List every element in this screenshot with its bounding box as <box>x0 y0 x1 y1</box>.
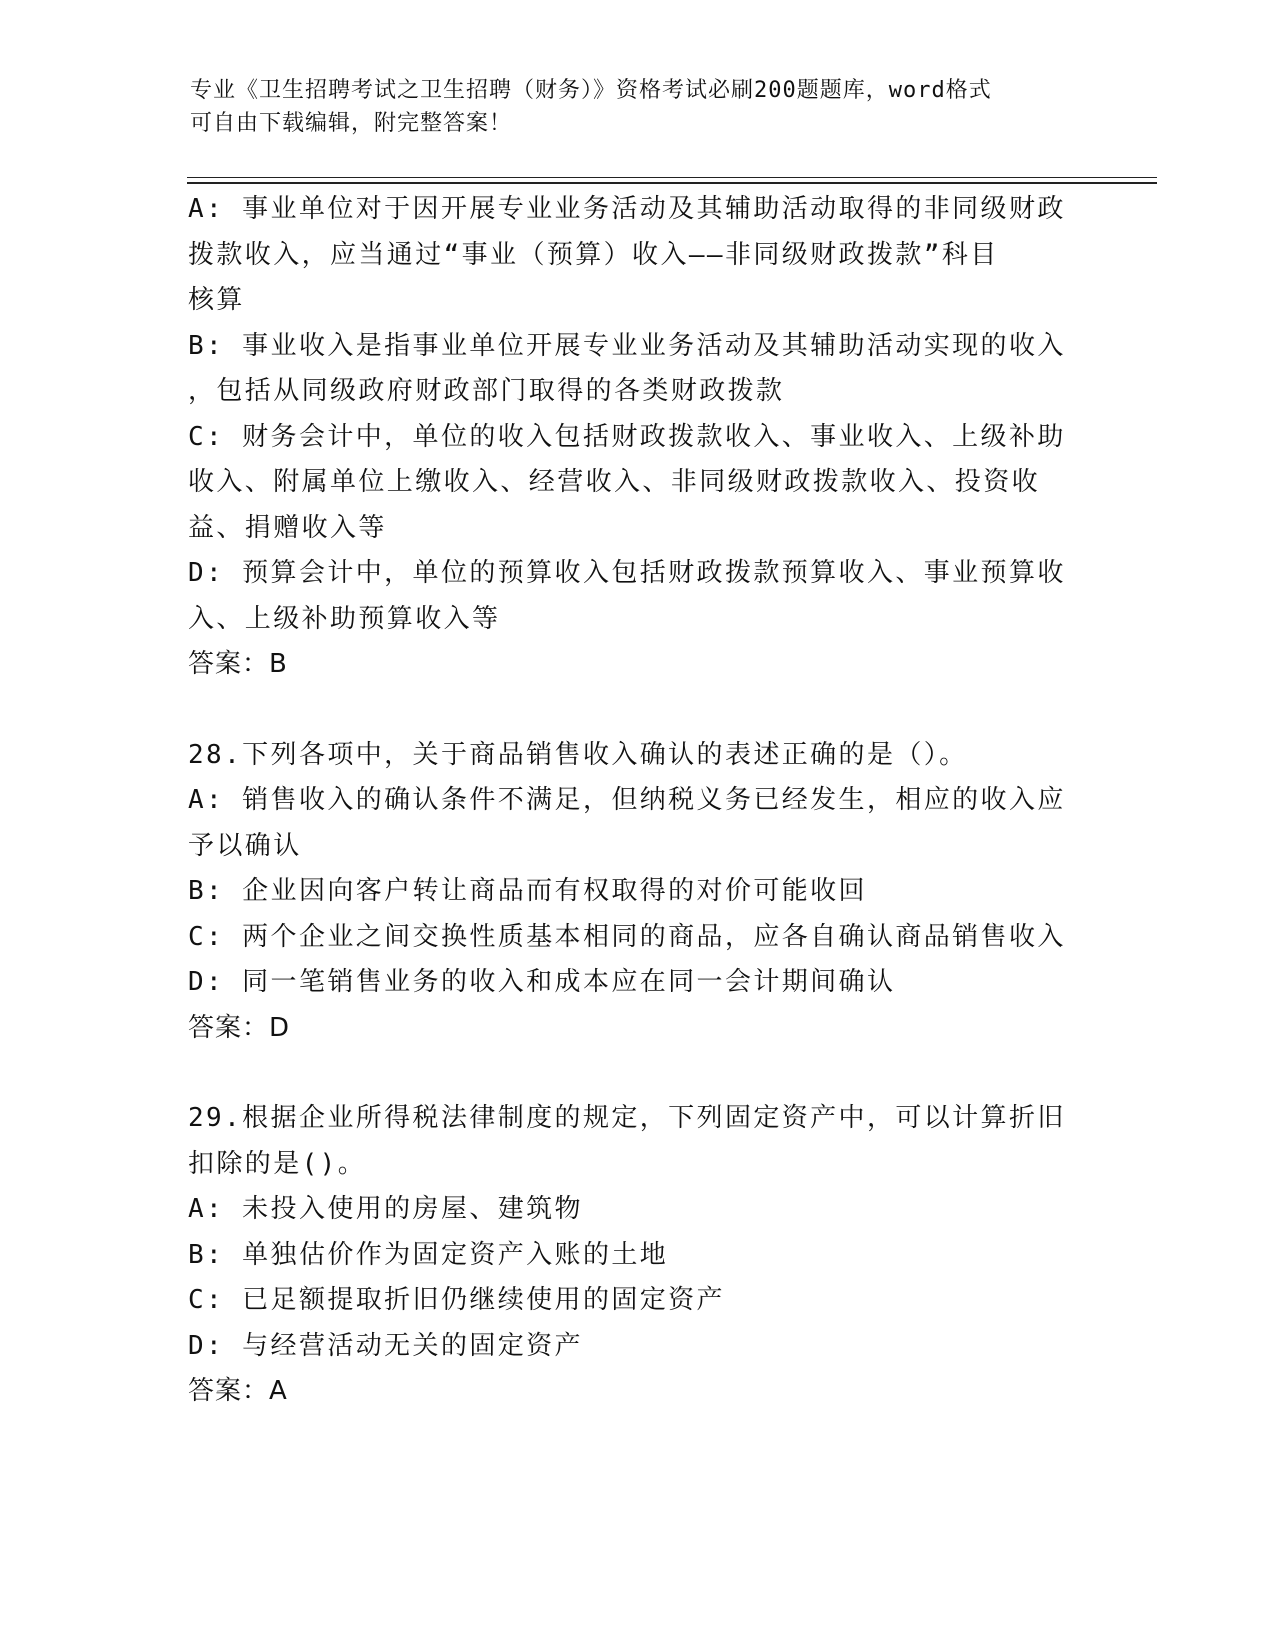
option-c <box>188 415 1088 552</box>
header-line-1: 专业《卫生招聘考试之卫生招聘（财务）》资格考试必刷200题题库，word格式 <box>190 78 992 103</box>
option-d <box>188 551 1088 642</box>
question-spacer <box>188 1051 1088 1096</box>
option-text-line: A: 事业单位对于因开展专业业务活动及其辅助活动取得的非同级财政 <box>188 194 1066 224</box>
answer-label: 答案：B <box>188 649 288 679</box>
option-text-line: 拨款收入，应当通过“事业（预算）收入——非同级财政拨款”科目 <box>188 239 999 270</box>
option-a <box>188 778 1088 869</box>
option-d: D: 与经营活动无关的固定资产 <box>188 1330 583 1361</box>
question-27 <box>188 187 1088 688</box>
question-text <box>188 1096 1088 1187</box>
option-a <box>188 187 1088 324</box>
question-text: 28.下列各项中，关于商品销售收入确认的表述正确的是（）。 <box>188 739 968 770</box>
option-text-line: D: 预算会计中，单位的预算收入包括财政拨款预算收入、事业预算收 <box>188 558 1066 588</box>
option-text-line: 予以确认 <box>188 830 302 861</box>
question-28 <box>188 733 1088 1052</box>
question-29 <box>188 1096 1088 1415</box>
question-text-line: 扣除的是()。 <box>188 1148 367 1179</box>
option-b: B: 企业因向客户转让商品而有权取得的对价可能收回 <box>188 876 867 906</box>
option-text-line: A: 销售收入的确认条件不满足，但纳税义务已经发生，相应的收入应 <box>188 785 1066 815</box>
option-text-line: 收入、附属单位上缴收入、经营收入、非同级财政拨款收入、投资收 <box>188 467 1041 497</box>
option-text-line: 核算 <box>188 285 245 315</box>
header-divider-thin <box>187 177 1157 178</box>
option-c: C: 已足额提取折旧仍继续使用的固定资产 <box>188 1285 725 1315</box>
option-b <box>188 324 1088 415</box>
header-divider-thick <box>187 182 1157 184</box>
option-text-line: B: 事业收入是指事业单位开展专业业务活动及其辅助活动实现的收入 <box>188 330 1066 361</box>
option-c: C: 两个企业之间交换性质基本相同的商品，应各自确认商品销售收入 <box>188 921 1066 952</box>
question-text-line: 29.根据企业所得税法律制度的规定，下列固定资产中，可以计算折旧 <box>188 1103 1066 1133</box>
option-text-line: 益、捐赠收入等 <box>188 512 387 543</box>
questions-body <box>188 187 1088 1415</box>
question-spacer <box>188 688 1088 733</box>
page-header <box>190 74 1090 140</box>
option-d: D: 同一笔销售业务的收入和成本应在同一会计期间确认 <box>188 967 896 997</box>
answer-label: 答案：D <box>188 1012 291 1043</box>
option-text-line: 入、上级补助预算收入等 <box>188 603 501 634</box>
answer-label: 答案：A <box>188 1376 288 1406</box>
option-b: B: 单独估价作为固定资产入账的土地 <box>188 1239 669 1270</box>
option-text-line: C: 财务会计中，单位的收入包括财政拨款收入、事业收入、上级补助 <box>188 421 1066 452</box>
header-line-2: 可自由下载编辑，附完整答案！ <box>190 111 513 136</box>
option-a: A: 未投入使用的房屋、建筑物 <box>188 1194 583 1224</box>
option-text-line: ，包括从同级政府财政部门取得的各类财政拨款 <box>188 376 785 406</box>
